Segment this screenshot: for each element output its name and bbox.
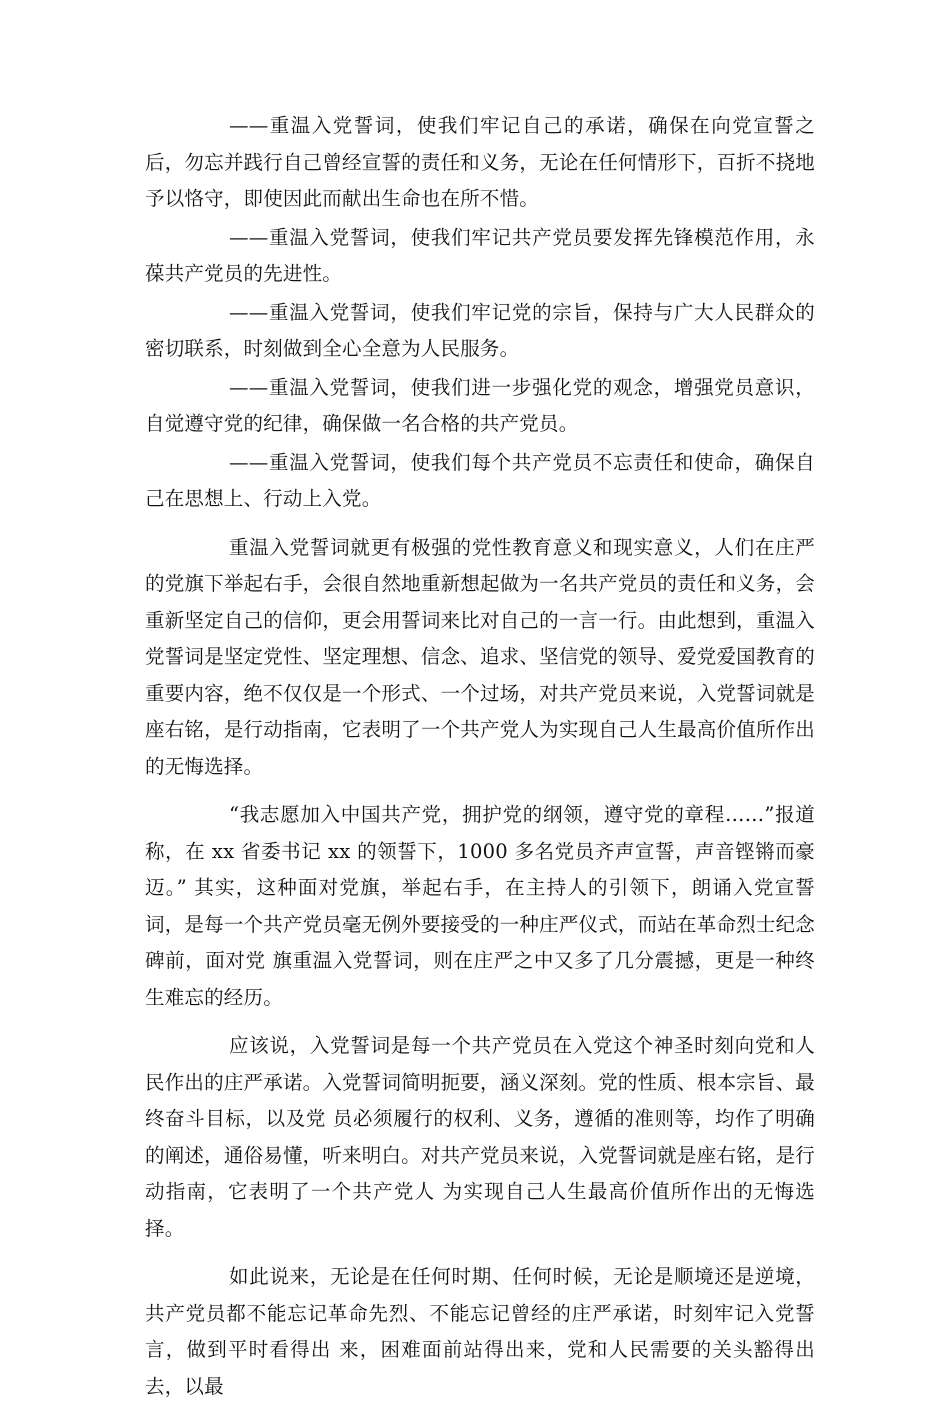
paragraph-oath-mission: ——重温入党誓词，使我们每个共产党员不忘责任和使命，确保自己在思想上、行动上入党。 (145, 450, 815, 510)
paragraph-oath-vanguard: ——重温入党誓词，使我们牢记共产党员要发挥先锋模范作用，永葆共产党员的先进性。 (145, 225, 815, 285)
paragraph-oath-party-awareness: ——重温入党誓词，使我们进一步强化党的观念，增强党员意识，自觉遵守党的纪律，确保做一名合格的共产党员。 (145, 375, 815, 435)
paragraph-oath-commitment: ——重温入党誓词，使我们牢记自己的承诺，确保在向党宣誓之后，勿忘并践行自己曾经宣誓的责任和义务，无论在任何情形下，百折不挠地予以恪守，即使因此而献出生命也在所不惜。 (145, 114, 815, 210)
paragraph-oath-ceremony: “我志愿加入中国共产党，拥护党的纲领，遵守党的章程……”报道称，在 xx 省委书记 xx 的领誓下，1000 多名党员齐声宣誓，声音铿锵而豪迈。” 其实，这种面对党旗，举起右手，在主持人的引领下，朗诵入党宣誓词，是每一个共产党员毫无例外要接受的一种庄严仪式，而站在革命烈士纪念碑前，面对党 旗重温入党誓词，则在庄严之中又多了几分震撼，更是一种终生难忘的经历。 (145, 803, 815, 1009)
paragraph-solemn-promise: 应该说，入党誓词是每一个共产党员在入党这个神圣时刻向党和人民作出的庄严承诺。入党誓词简明扼要，涵义深刻。党的性质、根本宗旨、最终奋斗目标，以及党 员必须履行的权利、义务，遵循的准则等，均作了明确的阐述，通俗易懂，听来明白。对共产党员来说，入党誓词就是座右铭，是行动指南，它表明了一个共产党人 为实现自己人生最高价值所作出的无悔选择。 (145, 1034, 815, 1240)
document-body (145, 108, 815, 1405)
paragraph-conclusion: 如此说来，无论是在任何时期、任何时候，无论是顺境还是逆境，共产党员都不能忘记革命先烈、不能忘记曾经的庄严承诺，时刻牢记入党誓言，做到平时看得出 来，困难面前站得出来，党和人民需要的关头豁得出去，以最 (145, 1265, 815, 1398)
paragraph-education-significance: 重温入党誓词就更有极强的党性教育意义和现实意义，人们在庄严的党旗下举起右手，会很自然地重新想起做为一名共产党员的责任和义务，会重新坚定自己的信仰，更会用誓词来比对自己的一言一行。由此想到，重温入党誓词是坚定党性、坚定理想、信念、追求、坚信党的领导、爱党爱国教育的重要内容，绝不仅仅是一个形式、一个过场，对共产党员来说，入党誓词就是座右铭，是行动指南，它表明了一个共产党人为实现自己人生最高价值所作出的无悔选择。 (145, 535, 815, 778)
paragraph-oath-purpose: ——重温入党誓词，使我们牢记党的宗旨，保持与广大人民群众的密切联系，时刻做到全心全意为人民服务。 (145, 300, 815, 360)
